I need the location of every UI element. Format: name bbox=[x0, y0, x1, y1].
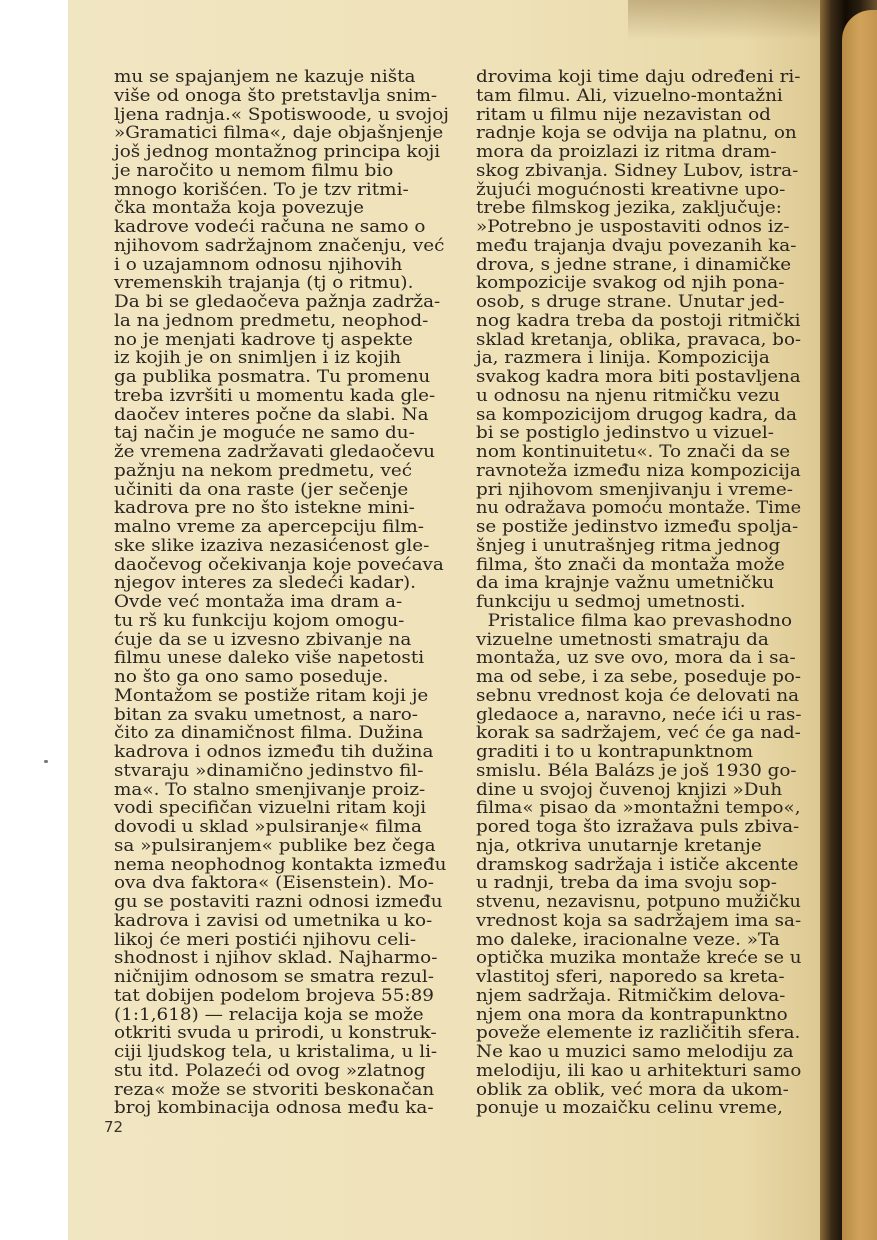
text-line: ćuje da se u izvesno zbivanje na bbox=[114, 629, 412, 649]
left-text-column bbox=[114, 68, 459, 1118]
text-line: ma od sebe, i za sebe, poseduje po- bbox=[476, 667, 802, 686]
text-line: žujući mogućnosti kreativne upo- bbox=[476, 179, 786, 199]
text-line: malno vreme za apercepciju film- bbox=[114, 517, 424, 536]
text-line: kadrove vodeći računa ne samo o bbox=[114, 217, 426, 236]
text-line: pri njihovom smenjivanju i vreme- bbox=[476, 479, 793, 499]
next-page-edge bbox=[842, 10, 877, 1240]
text-line: smislu. Béla Balázs je još 1930 go- bbox=[476, 760, 797, 780]
scan-margin bbox=[0, 0, 68, 1240]
text-line: ga publika posmatra. Tu promenu bbox=[114, 367, 431, 386]
text-line: bitan za svaku umetnost, a naro- bbox=[114, 704, 418, 724]
text-line: među trajanja dvaju povezanih ka- bbox=[476, 235, 797, 255]
text-line: čito za dinamičnost filma. Dužina bbox=[114, 723, 424, 743]
text-line: melodiju, ili kao u arhitekturi samo bbox=[476, 1060, 802, 1080]
text-line: njegov interes za sledeći kadar). bbox=[114, 573, 416, 593]
text-line: Ne kao u muzici samo melodiju za bbox=[476, 1042, 794, 1061]
text-line: učiniti da ona raste (jer sečenje bbox=[114, 479, 409, 499]
text-line: ritam u filmu nije nezavistan od bbox=[476, 104, 771, 124]
text-line: ciji ljudskog tela, u kristalima, u li- bbox=[114, 1042, 438, 1061]
text-line: mnogo korišćen. To je tzv ritmi- bbox=[114, 179, 409, 199]
text-line: dovodi u sklad »pulsiranje« filma bbox=[114, 817, 422, 836]
text-line: drova, s jedne strane, i dinamičke bbox=[476, 254, 792, 274]
text-line: že vremena zadržavati gledaočevu bbox=[114, 442, 436, 461]
text-line: mu se spajanjem ne kazuje ništa bbox=[114, 67, 416, 86]
text-line: drovima koji time daju određeni ri- bbox=[476, 67, 801, 86]
text-line: trebe filmskog jezika, zaključuje: bbox=[476, 198, 782, 218]
text-line: vremenskih trajanja (tj o ritmu). bbox=[114, 273, 414, 293]
text-line: i o uzajamnom odnosu njihovih bbox=[114, 254, 403, 274]
text-line: filma« pisao da »montažni tempo«, bbox=[476, 798, 801, 818]
text-line: filma, što znači da montaža može bbox=[476, 554, 785, 574]
text-line: kompozicije svakog od njih pona- bbox=[476, 273, 785, 293]
text-line: la na jednom predmetu, neophod- bbox=[114, 310, 429, 330]
text-line: daočevog očekivanja koje povećava bbox=[114, 554, 444, 574]
text-line: šnjeg i unutrašnjeg ritma jednog bbox=[476, 535, 781, 555]
text-line: taj način je moguće ne samo du- bbox=[114, 423, 415, 443]
text-line: čka montaža koja povezuje bbox=[114, 198, 364, 218]
text-line: nema neophodnog kontakta između bbox=[114, 854, 447, 874]
text-line: ske slike izaziva nezasićenost gle- bbox=[114, 535, 430, 555]
text-line: svakog kadra mora biti postavljena bbox=[476, 367, 801, 386]
text-line: ravnoteža između niza kompozicija bbox=[476, 460, 801, 480]
text-line: iz kojih je on snimljen i iz kojih bbox=[114, 348, 402, 368]
text-line: Montažom se postiže ritam koji je bbox=[114, 685, 429, 705]
text-line: dramskog sadržaja i ističe akcente bbox=[476, 854, 799, 874]
text-line: funkciju u sedmoj umetnosti. bbox=[476, 592, 746, 611]
text-line: graditi i to u kontrapunktnom bbox=[476, 742, 754, 761]
text-line: filmu unese daleko više napetosti bbox=[114, 648, 425, 668]
text-line: osob, s druge strane. Unutar jed- bbox=[476, 292, 785, 311]
text-line: otkriti svuda u prirodi, u konstruk- bbox=[114, 1023, 437, 1043]
text-line: još jednog montažnog principa koji bbox=[114, 142, 441, 161]
text-line: stvaraju »dinamično jedinstvo fil- bbox=[114, 760, 424, 780]
text-line: njem sadržaja. Ritmičkim delova- bbox=[476, 985, 786, 1005]
text-line: Ovde već montaža ima dram a- bbox=[114, 592, 403, 611]
text-line: ma«. To stalno smenjivanje proiz- bbox=[114, 779, 426, 799]
text-line: reza« može se stvoriti beskonačan bbox=[114, 1079, 435, 1099]
text-line: nja, otkriva unutarnje kretanje bbox=[476, 835, 762, 855]
text-line: mora da proizlazi iz ritma dram- bbox=[476, 142, 777, 161]
text-line: kadrova pre no što istekne mini- bbox=[114, 498, 415, 518]
text-line: ničnijim odnosom se smatra rezul- bbox=[114, 967, 434, 986]
text-line: no je menjati kadrove tj aspekte bbox=[114, 329, 413, 349]
text-line: optička muzika montaže kreće se u bbox=[476, 948, 802, 968]
text-line: (1:1,618) — relacija koja se može bbox=[114, 1004, 424, 1024]
text-line: no što ga ono samo poseduje. bbox=[114, 667, 389, 686]
text-line: bi se postiglo jedinstvo u vizuel- bbox=[476, 423, 774, 443]
text-line: sa kompozicijom drugog kadra, da bbox=[476, 404, 797, 424]
text-line: Da bi se gledaočeva pažnja zadrža- bbox=[114, 292, 441, 311]
text-line: stu itd. Polazeći od ovog »zlatnog bbox=[114, 1060, 426, 1080]
text-line: njihovom sadržajnom značenju, već bbox=[114, 235, 445, 255]
text-line: nog kadra treba da postoji ritmički bbox=[476, 310, 801, 330]
text-line: stvenu, nezavisnu, potpuno mužičku bbox=[476, 892, 801, 911]
text-line: shodnost i njihov sklad. Najharmo- bbox=[114, 948, 438, 968]
text-line: gledaoce a, naravno, neće ići u ras- bbox=[476, 704, 802, 724]
text-line: u radnji, treba da ima svoju sop- bbox=[476, 873, 777, 893]
text-line: sebnu vrednost koja će delovati na bbox=[476, 685, 800, 705]
text-line: sa »pulsiranjem« publike bez čega bbox=[114, 835, 436, 855]
text-line: pored toga što izražava puls zbiva- bbox=[476, 817, 800, 836]
text-line: »Potrebno je uspostaviti odnos iz- bbox=[476, 217, 790, 236]
text-line: ova dva faktora« (Eisenstein). Mo- bbox=[114, 873, 434, 893]
text-line: dine u svojoj čuvenoj knjizi »Duh bbox=[476, 779, 783, 799]
text-line: Pristalice filma kao prevashodno bbox=[476, 610, 793, 630]
text-line: vlastitoj sferi, naporedo sa kreta- bbox=[476, 967, 785, 986]
text-line: radnje koja se odvija na platnu, on bbox=[476, 123, 797, 143]
text-line: pažnju na nekom predmetu, već bbox=[114, 460, 413, 480]
text-line: daočev interes počne da slabi. Na bbox=[114, 404, 429, 424]
text-line: kadrova i zavisi od umetnika u ko- bbox=[114, 910, 433, 930]
text-line: kadrova i odnos između tih dužina bbox=[114, 742, 434, 761]
text-line: montaža, uz sve ovo, mora da i sa- bbox=[476, 648, 796, 668]
text-line: oblik za oblik, već mora da ukom- bbox=[476, 1079, 789, 1099]
text-line: vrednost koja sa sadržajem ima sa- bbox=[476, 910, 802, 930]
text-line: u odnosu na njenu ritmičku vezu bbox=[476, 385, 780, 405]
text-line: tat dobijen podelom brojeva 55:89 bbox=[114, 985, 434, 1005]
text-line: nom kontinuitetu«. To znači da se bbox=[476, 442, 791, 461]
text-line: gu se postaviti razni odnosi između bbox=[114, 892, 443, 911]
text-line: njem ona mora da kontrapunktno bbox=[476, 1004, 788, 1024]
text-line: skog zbivanja. Sidney Lubov, istra- bbox=[476, 160, 799, 180]
text-line: sklad kretanja, oblika, pravaca, bo- bbox=[476, 329, 802, 349]
text-line: tam filmu. Ali, vizuelno-montažni bbox=[476, 85, 783, 105]
text-line: tu rš ku funkciju kojom omogu- bbox=[114, 610, 405, 630]
scan-speck bbox=[44, 760, 48, 763]
text-line: ja, razmera i linija. Kompozicija bbox=[476, 348, 770, 368]
text-line: više od onoga što pretstavlja snim- bbox=[114, 85, 438, 105]
text-line: se postiže jedinstvo između spolja- bbox=[476, 517, 799, 536]
text-line: poveže elemente iz različitih sfera. bbox=[476, 1023, 801, 1043]
text-line: ljena radnja.« Spotiswoode, u svojoj bbox=[114, 104, 449, 124]
text-line: je naročito u nemom filmu bio bbox=[114, 160, 394, 180]
page-number: 72 bbox=[104, 1118, 124, 1136]
text-line: ponuje u mozaičku celinu vreme, bbox=[476, 1098, 784, 1118]
text-line: vizuelne umetnosti smatraju da bbox=[476, 629, 769, 649]
text-line: likoj će meri postići njihovu celi- bbox=[114, 929, 417, 949]
text-line: broj kombinacija odnosa među ka- bbox=[114, 1098, 434, 1118]
text-line: da ima krajnje važnu umetničku bbox=[476, 573, 775, 593]
text-line: nu odražava pomoću montaže. Time bbox=[476, 498, 802, 518]
text-line: »Gramatici filma«, daje objašnjenje bbox=[114, 123, 444, 143]
text-line: vodi specifičan vizuelni ritam koji bbox=[114, 798, 427, 818]
right-text-column bbox=[476, 68, 801, 1118]
text-line: mo daleke, iracionalne veze. »Ta bbox=[476, 929, 780, 949]
text-line: korak sa sadržajem, već će ga nad- bbox=[476, 723, 801, 743]
text-line: treba izvršiti u momentu kada gle- bbox=[114, 385, 436, 405]
